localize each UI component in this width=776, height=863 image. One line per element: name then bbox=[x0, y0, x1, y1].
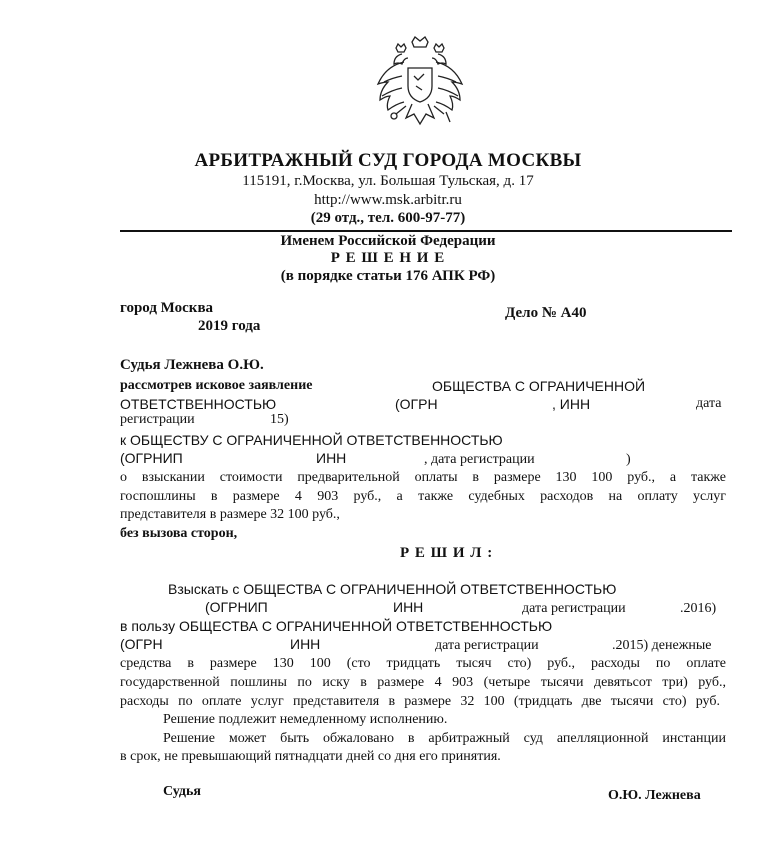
signature-label: Судья bbox=[163, 784, 201, 799]
p3-line3: представителя в размере 32 100 руб., bbox=[120, 507, 340, 522]
meta-date: 2019 года bbox=[198, 318, 261, 334]
p1-line3: регистрации bbox=[120, 412, 195, 427]
p2-line2-d: ) bbox=[626, 452, 631, 467]
p3-line2: госпошлины в размере 4 903 руб., а также судебных расходов на оплату услуг bbox=[120, 489, 726, 504]
p1-line2-b: (ОГРН bbox=[395, 396, 438, 412]
header-divider bbox=[120, 230, 732, 232]
p2-line2-b: ИНН bbox=[316, 450, 347, 466]
court-address: 115191, г.Москва, ул. Большая Тульская, д. 17 bbox=[242, 173, 534, 189]
decision-line6: государственной пошлины по иску в размере 4 903 (четыре тысячи девятьсот три) руб., bbox=[120, 675, 726, 690]
decision-line4-c: дата регистрации bbox=[435, 638, 539, 653]
p1-line2-d: дата bbox=[696, 396, 722, 411]
title-line1: Именем Российской Федерации bbox=[280, 233, 496, 249]
decision-line1: Взыскать с ОБЩЕСТВА С ОГРАНИЧЕННОЙ ОТВЕТСТВЕННОСТЬЮ bbox=[168, 581, 617, 597]
p1-rest: ОБЩЕСТВА С ОГРАНИЧЕННОЙ bbox=[432, 378, 646, 394]
signature-name: О.Ю. Лежнева bbox=[608, 788, 701, 803]
title-decision: Р Е Ш Е Н И Е bbox=[330, 250, 446, 266]
p3-line1: о взыскании стоимости предварительной оплаты в размере 130 100 руб., а также bbox=[120, 470, 726, 485]
decision-line2-a: (ОГРНИП bbox=[205, 599, 268, 615]
decision-line3: в пользу ОБЩЕСТВА С ОГРАНИЧЕННОЙ ОТВЕТСТВЕННОСТЬЮ bbox=[120, 618, 553, 634]
judge-name: Судья Лежнева О.Ю. bbox=[120, 357, 264, 373]
court-name: АРБИТРАЖНЫЙ СУД ГОРОДА МОСКВЫ bbox=[194, 150, 582, 171]
decision-line2-b: ИНН bbox=[393, 599, 424, 615]
p1-line2-c: , ИНН bbox=[552, 396, 591, 412]
decision-line9: Решение может быть обжаловано в арбитражный суд апелляционной инстанции bbox=[163, 731, 726, 746]
p2-line2-a: (ОГРНИП bbox=[120, 450, 183, 466]
decision-line4-a: (ОГРН bbox=[120, 636, 163, 652]
meta-city: город Москва bbox=[120, 300, 214, 316]
p1-line2-a: ОТВЕТСТВЕННОСТЬЮ bbox=[120, 396, 277, 412]
p4-without-parties: без вызова сторон, bbox=[120, 526, 238, 541]
title-line3: (в порядке статьи 176 АПК РФ) bbox=[280, 268, 496, 284]
decision-line4-b: ИНН bbox=[290, 636, 321, 652]
decision-line10: в срок, не превышающий пятнадцати дней со дня его принятия. bbox=[120, 749, 501, 764]
p2-line1: к ОБЩЕСТВУ С ОГРАНИЧЕННОЙ ОТВЕТСТВЕННОСТЬЮ bbox=[120, 432, 503, 448]
court-website: http://www.msk.arbitr.ru bbox=[314, 192, 462, 208]
double-headed-eagle-emblem bbox=[372, 34, 468, 134]
decided-heading: Р Е Ш И Л : bbox=[400, 545, 494, 561]
p1-line3-b: 15) bbox=[270, 412, 289, 427]
p1-bold: рассмотрев исковое заявление bbox=[120, 378, 313, 393]
case-number: Дело № А40 bbox=[505, 305, 587, 321]
court-department: (29 отд., тел. 600-97-77) bbox=[310, 210, 466, 226]
p2-line2-c: , дата регистрации bbox=[424, 452, 535, 467]
decision-line4-d: .2015) денежные bbox=[612, 638, 712, 653]
decision-line7: расходы по оплате услуг представителя в размере 32 100 (тридцать две тысячи сто) руб. bbox=[120, 694, 720, 709]
decision-line5: средства в размере 130 100 (сто тридцать тысяч сто) руб., расходы по оплате bbox=[120, 656, 726, 671]
decision-line2-c: дата регистрации bbox=[522, 601, 626, 616]
decision-line8: Решение подлежит немедленному исполнению. bbox=[163, 712, 448, 727]
decision-line2-d: .2016) bbox=[680, 601, 717, 616]
